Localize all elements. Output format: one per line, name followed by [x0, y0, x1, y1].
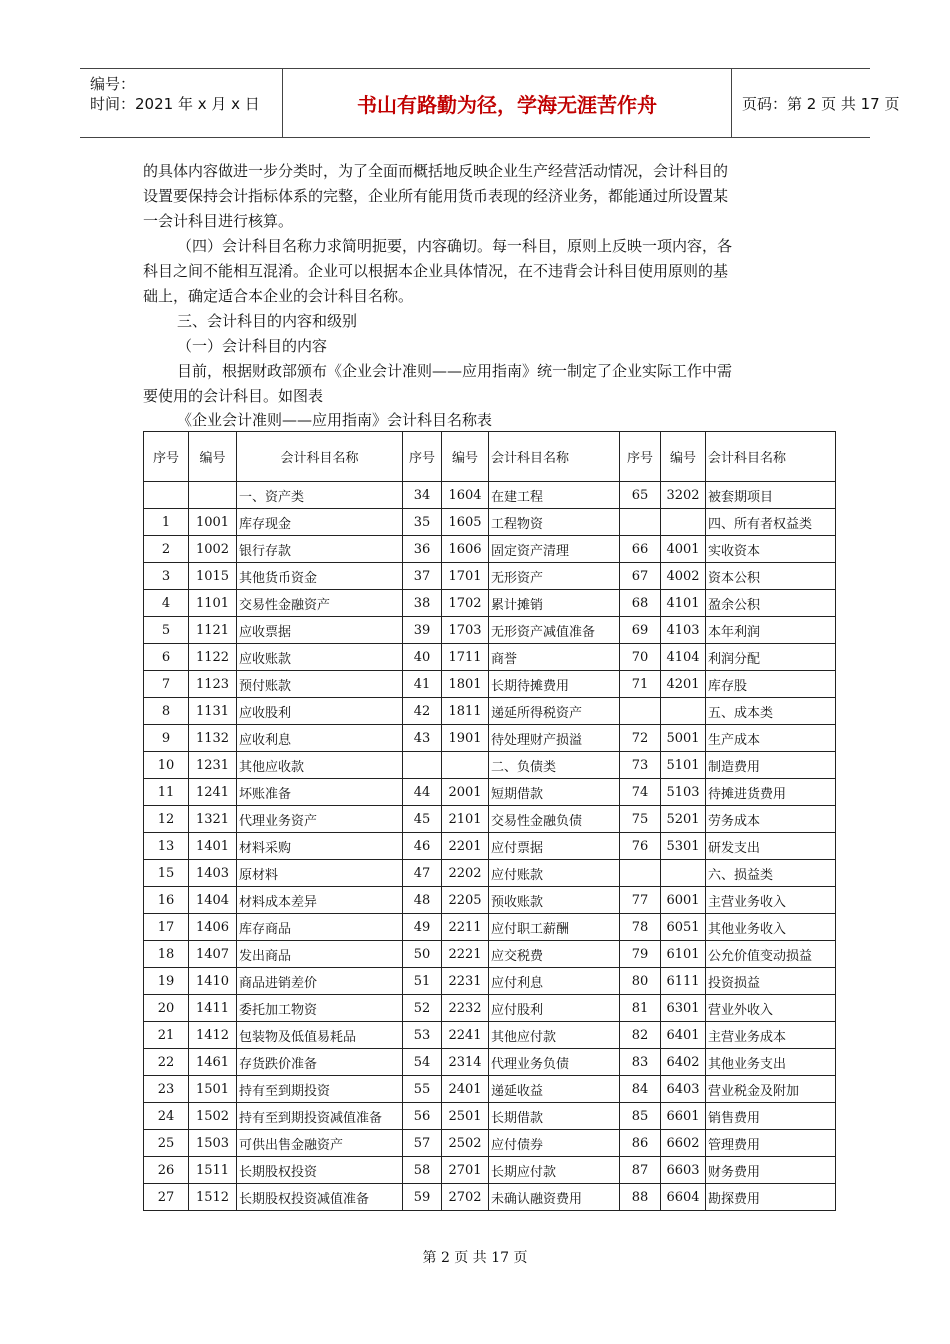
seq-cell: 67	[620, 563, 661, 590]
account-name-cell: 长期股权投资	[237, 1157, 403, 1184]
code-cell: 1122	[189, 644, 237, 671]
account-name-cell: 在建工程	[489, 482, 620, 509]
seq-cell: 10	[144, 752, 189, 779]
account-name-cell: 代理业务资产	[237, 806, 403, 833]
seq-cell: 15	[144, 860, 189, 887]
seq-cell	[620, 860, 661, 887]
code-cell: 1412	[189, 1022, 237, 1049]
code-cell: 1801	[442, 671, 489, 698]
account-name-cell: 五、成本类	[706, 698, 836, 725]
code-cell: 6603	[661, 1157, 706, 1184]
page-footer: 第 2 页 共 17 页	[422, 1250, 528, 1266]
code-cell: 5103	[661, 779, 706, 806]
seq-cell: 47	[403, 860, 442, 887]
code-cell: 6601	[661, 1103, 706, 1130]
col-header: 编号	[189, 432, 237, 482]
seq-cell: 86	[620, 1130, 661, 1157]
seq-cell: 84	[620, 1076, 661, 1103]
account-name-cell: 其他应收款	[237, 752, 403, 779]
code-cell: 5101	[661, 752, 706, 779]
seq-cell: 41	[403, 671, 442, 698]
code-cell: 1703	[442, 617, 489, 644]
seq-cell: 9	[144, 725, 189, 752]
code-cell: 1604	[442, 482, 489, 509]
seq-cell	[144, 482, 189, 509]
account-name-cell: 应交税费	[489, 941, 620, 968]
seq-cell: 54	[403, 1049, 442, 1076]
seq-cell: 2	[144, 536, 189, 563]
code-cell: 3202	[661, 482, 706, 509]
seq-cell	[403, 752, 442, 779]
code-cell: 2201	[442, 833, 489, 860]
seq-cell: 74	[620, 779, 661, 806]
table-row	[144, 482, 836, 509]
code-cell: 1702	[442, 590, 489, 617]
table-row	[144, 617, 836, 644]
table-row	[144, 860, 836, 887]
seq-cell: 3	[144, 563, 189, 590]
seq-cell: 40	[403, 644, 442, 671]
code-cell	[661, 860, 706, 887]
account-name-cell: 其他业务收入	[706, 914, 836, 941]
code-cell: 6403	[661, 1076, 706, 1103]
code-cell: 1411	[189, 995, 237, 1022]
account-name-cell: 长期应付款	[489, 1157, 620, 1184]
seq-cell: 42	[403, 698, 442, 725]
header-page-info: 页码：第 2 页 共 17 页	[742, 94, 900, 113]
table-row	[144, 833, 836, 860]
seq-cell	[620, 509, 661, 536]
table-row	[144, 1103, 836, 1130]
seq-cell: 73	[620, 752, 661, 779]
account-name-cell: 应付利息	[489, 968, 620, 995]
body-line: （四）会计科目名称力求简明扼要，内容确切。每一科目，原则上反映一项内容，各	[177, 237, 733, 255]
account-name-cell: 工程物资	[489, 509, 620, 536]
seq-cell: 56	[403, 1103, 442, 1130]
body-line: 设置要保持会计指标体系的完整，企业所有能用货币表现的经济业务，都能通过所设置某	[143, 187, 729, 205]
seq-cell: 71	[620, 671, 661, 698]
code-cell: 2231	[442, 968, 489, 995]
account-name-cell: 主营业务收入	[706, 887, 836, 914]
code-cell: 6001	[661, 887, 706, 914]
time-label: 时间：2021 年 x 月 x 日	[90, 95, 260, 113]
seq-cell: 75	[620, 806, 661, 833]
code-cell: 4103	[661, 617, 706, 644]
code-cell: 1503	[189, 1130, 237, 1157]
code-cell: 1121	[189, 617, 237, 644]
code-cell	[661, 698, 706, 725]
code-cell: 1701	[442, 563, 489, 590]
seq-cell: 50	[403, 941, 442, 968]
account-name-cell: 无形资产减值准备	[489, 617, 620, 644]
account-name-cell: 利润分配	[706, 644, 836, 671]
code-cell: 1401	[189, 833, 237, 860]
account-name-cell: 累计摊销	[489, 590, 620, 617]
seq-cell: 11	[144, 779, 189, 806]
account-name-cell: 短期借款	[489, 779, 620, 806]
seq-cell: 69	[620, 617, 661, 644]
seq-cell: 87	[620, 1157, 661, 1184]
account-name-cell: 长期借款	[489, 1103, 620, 1130]
account-name-cell: 四、所有者权益类	[706, 509, 836, 536]
table-row	[144, 1130, 836, 1157]
table-row	[144, 1184, 836, 1211]
account-name-cell: 固定资产清理	[489, 536, 620, 563]
account-name-cell: 营业外收入	[706, 995, 836, 1022]
code-cell: 1502	[189, 1103, 237, 1130]
account-name-cell: 材料采购	[237, 833, 403, 860]
code-cell: 2221	[442, 941, 489, 968]
seq-cell: 45	[403, 806, 442, 833]
account-name-cell: 代理业务负债	[489, 1049, 620, 1076]
account-name-cell: 预收账款	[489, 887, 620, 914]
account-name-cell: 持有至到期投资	[237, 1076, 403, 1103]
seq-cell: 48	[403, 887, 442, 914]
account-name-cell: 应收利息	[237, 725, 403, 752]
table-row	[144, 671, 836, 698]
account-name-cell: 应付债券	[489, 1130, 620, 1157]
seq-cell: 4	[144, 590, 189, 617]
account-name-cell: 交易性金融负债	[489, 806, 620, 833]
account-name-cell: 待处理财产损溢	[489, 725, 620, 752]
code-cell	[189, 482, 237, 509]
table-row	[144, 941, 836, 968]
seq-cell: 85	[620, 1103, 661, 1130]
code-cell: 2501	[442, 1103, 489, 1130]
code-cell: 4002	[661, 563, 706, 590]
body-line: 目前，根据财政部颁布《企业会计准则——应用指南》统一制定了企业实际工作中需	[177, 362, 733, 380]
table-row	[144, 1049, 836, 1076]
header-meta	[80, 69, 283, 137]
seq-cell	[620, 698, 661, 725]
seq-cell: 66	[620, 536, 661, 563]
code-cell: 2211	[442, 914, 489, 941]
seq-cell: 17	[144, 914, 189, 941]
code-cell: 1321	[189, 806, 237, 833]
table-row	[144, 536, 836, 563]
code-cell: 2701	[442, 1157, 489, 1184]
seq-cell: 21	[144, 1022, 189, 1049]
col-header: 序号	[620, 432, 661, 482]
seq-cell: 59	[403, 1184, 442, 1211]
seq-cell: 36	[403, 536, 442, 563]
table-row	[144, 725, 836, 752]
account-name-cell: 未确认融资费用	[489, 1184, 620, 1211]
code-cell: 1406	[189, 914, 237, 941]
code-cell: 4104	[661, 644, 706, 671]
col-header: 会计科目名称	[706, 432, 836, 482]
code-cell: 1711	[442, 644, 489, 671]
page-header	[80, 68, 900, 138]
seq-cell: 35	[403, 509, 442, 536]
body-line: 科目之间不能相互混淆。企业可以根据本企业具体情况，在不违背会计科目使用原则的基	[143, 262, 729, 280]
table-row	[144, 1157, 836, 1184]
account-name-cell: 可供出售金融资产	[237, 1130, 403, 1157]
account-name-cell: 无形资产	[489, 563, 620, 590]
code-cell	[661, 509, 706, 536]
seq-cell: 55	[403, 1076, 442, 1103]
account-name-cell: 本年利润	[706, 617, 836, 644]
table-row	[144, 914, 836, 941]
seq-cell: 49	[403, 914, 442, 941]
seq-cell: 88	[620, 1184, 661, 1211]
code-cell: 2001	[442, 779, 489, 806]
code-cell: 5301	[661, 833, 706, 860]
account-name-cell: 投资损益	[706, 968, 836, 995]
col-header: 会计科目名称	[489, 432, 620, 482]
account-name-cell: 六、损益类	[706, 860, 836, 887]
code-cell: 6401	[661, 1022, 706, 1049]
code-cell: 2241	[442, 1022, 489, 1049]
seq-cell: 37	[403, 563, 442, 590]
account-name-cell: 长期待摊费用	[489, 671, 620, 698]
account-name-cell: 存货跌价准备	[237, 1049, 403, 1076]
seq-cell: 83	[620, 1049, 661, 1076]
code-cell: 1231	[189, 752, 237, 779]
account-name-cell: 材料成本差异	[237, 887, 403, 914]
seq-cell: 51	[403, 968, 442, 995]
seq-cell: 58	[403, 1157, 442, 1184]
account-name-cell: 劳务成本	[706, 806, 836, 833]
table-row	[144, 509, 836, 536]
body-line: 一会计科目进行核算。	[143, 212, 294, 230]
account-name-cell: 递延所得税资产	[489, 698, 620, 725]
seq-cell: 20	[144, 995, 189, 1022]
table-row	[144, 563, 836, 590]
account-name-cell: 应付股利	[489, 995, 620, 1022]
table-row	[144, 752, 836, 779]
code-cell: 6604	[661, 1184, 706, 1211]
table-row	[144, 590, 836, 617]
code-cell: 1512	[189, 1184, 237, 1211]
seq-cell: 18	[144, 941, 189, 968]
table-row	[144, 968, 836, 995]
seq-cell: 70	[620, 644, 661, 671]
account-name-cell: 销售费用	[706, 1103, 836, 1130]
seq-cell: 8	[144, 698, 189, 725]
seq-cell: 5	[144, 617, 189, 644]
code-cell: 1101	[189, 590, 237, 617]
account-name-cell: 其他应付款	[489, 1022, 620, 1049]
table-header-row	[144, 432, 836, 482]
account-name-cell: 交易性金融资产	[237, 590, 403, 617]
account-name-cell: 预付账款	[237, 671, 403, 698]
seq-cell: 27	[144, 1184, 189, 1211]
seq-cell: 57	[403, 1130, 442, 1157]
account-name-cell: 其他业务支出	[706, 1049, 836, 1076]
seq-cell: 22	[144, 1049, 189, 1076]
account-name-cell: 其他货币资金	[237, 563, 403, 590]
header-motto: 书山有路勤为径，学海无涯苦作舟	[283, 69, 732, 137]
code-cell: 6111	[661, 968, 706, 995]
code-cell: 6101	[661, 941, 706, 968]
code-cell: 1605	[442, 509, 489, 536]
code-cell: 6051	[661, 914, 706, 941]
seq-cell: 34	[403, 482, 442, 509]
account-name-cell: 包装物及低值易耗品	[237, 1022, 403, 1049]
account-name-cell: 委托加工物资	[237, 995, 403, 1022]
code-cell: 1407	[189, 941, 237, 968]
seq-cell: 65	[620, 482, 661, 509]
account-name-cell: 制造费用	[706, 752, 836, 779]
code-cell: 1901	[442, 725, 489, 752]
seq-cell: 7	[144, 671, 189, 698]
code-cell: 1461	[189, 1049, 237, 1076]
seq-cell: 46	[403, 833, 442, 860]
account-name-cell: 一、资产类	[237, 482, 403, 509]
col-header: 序号	[144, 432, 189, 482]
account-name-cell: 库存商品	[237, 914, 403, 941]
code-cell: 2101	[442, 806, 489, 833]
seq-cell: 25	[144, 1130, 189, 1157]
account-name-cell: 管理费用	[706, 1130, 836, 1157]
code-cell: 2202	[442, 860, 489, 887]
table-row	[144, 1076, 836, 1103]
code-cell: 1001	[189, 509, 237, 536]
code-cell: 4201	[661, 671, 706, 698]
seq-cell: 82	[620, 1022, 661, 1049]
account-name-cell: 应付职工薪酬	[489, 914, 620, 941]
code-cell	[442, 752, 489, 779]
seq-cell: 1	[144, 509, 189, 536]
code-cell: 4001	[661, 536, 706, 563]
account-name-cell: 递延收益	[489, 1076, 620, 1103]
code-cell: 1132	[189, 725, 237, 752]
account-name-cell: 持有至到期投资减值准备	[237, 1103, 403, 1130]
body-line: 的具体内容做进一步分类时，为了全面而概括地反映企业生产经营活动情况，会计科目的	[143, 162, 729, 180]
seq-cell: 16	[144, 887, 189, 914]
seq-cell: 23	[144, 1076, 189, 1103]
table-row	[144, 887, 836, 914]
body-line: 础上，确定适合本企业的会计科目名称。	[143, 287, 414, 305]
table-row	[144, 779, 836, 806]
seq-cell: 81	[620, 995, 661, 1022]
account-name-cell: 商誉	[489, 644, 620, 671]
account-name-cell: 实收资本	[706, 536, 836, 563]
account-name-cell: 银行存款	[237, 536, 403, 563]
code-cell: 5001	[661, 725, 706, 752]
code-cell: 6402	[661, 1049, 706, 1076]
seq-cell: 43	[403, 725, 442, 752]
seq-cell: 38	[403, 590, 442, 617]
table-row	[144, 644, 836, 671]
code-cell: 1123	[189, 671, 237, 698]
code-cell: 1606	[442, 536, 489, 563]
table-row	[144, 698, 836, 725]
account-name-cell: 库存股	[706, 671, 836, 698]
code-cell: 1015	[189, 563, 237, 590]
section-heading: 三、会计科目的内容和级别	[177, 312, 358, 330]
code-cell: 1501	[189, 1076, 237, 1103]
seq-cell: 78	[620, 914, 661, 941]
code-cell: 6301	[661, 995, 706, 1022]
subsection-heading: （一）会计科目的内容	[177, 337, 328, 355]
table-row	[144, 806, 836, 833]
seq-cell: 6	[144, 644, 189, 671]
seq-cell: 39	[403, 617, 442, 644]
seq-cell: 12	[144, 806, 189, 833]
code-cell: 1410	[189, 968, 237, 995]
seq-cell: 77	[620, 887, 661, 914]
account-name-cell: 应收票据	[237, 617, 403, 644]
code-cell: 1811	[442, 698, 489, 725]
account-name-cell: 财务费用	[706, 1157, 836, 1184]
account-name-cell: 资本公积	[706, 563, 836, 590]
code-cell: 6602	[661, 1130, 706, 1157]
account-name-cell: 长期股权投资减值准备	[237, 1184, 403, 1211]
seq-cell: 52	[403, 995, 442, 1022]
col-header: 编号	[442, 432, 489, 482]
code-cell: 1404	[189, 887, 237, 914]
seq-cell: 44	[403, 779, 442, 806]
col-header: 编号	[661, 432, 706, 482]
table-row	[144, 1022, 836, 1049]
account-name-cell: 公允价值变动损益	[706, 941, 836, 968]
account-name-cell: 应收股利	[237, 698, 403, 725]
account-name-cell: 原材料	[237, 860, 403, 887]
code-cell: 5201	[661, 806, 706, 833]
col-header: 序号	[403, 432, 442, 482]
code-cell: 4101	[661, 590, 706, 617]
account-table	[143, 431, 836, 1211]
seq-cell: 68	[620, 590, 661, 617]
seq-cell: 80	[620, 968, 661, 995]
code-cell: 2702	[442, 1184, 489, 1211]
table-row	[144, 995, 836, 1022]
account-name-cell: 研发支出	[706, 833, 836, 860]
account-name-cell: 待摊进货费用	[706, 779, 836, 806]
seq-cell: 19	[144, 968, 189, 995]
code-label: 编号：	[90, 75, 136, 93]
col-header: 会计科目名称	[237, 432, 403, 482]
account-name-cell: 被套期项目	[706, 482, 836, 509]
seq-cell: 13	[144, 833, 189, 860]
seq-cell: 24	[144, 1103, 189, 1130]
code-cell: 2502	[442, 1130, 489, 1157]
seq-cell: 53	[403, 1022, 442, 1049]
code-cell: 2314	[442, 1049, 489, 1076]
account-name-cell: 二、负债类	[489, 752, 620, 779]
body-line: 要使用的会计科目。如图表	[143, 387, 324, 405]
account-name-cell: 应付票据	[489, 833, 620, 860]
account-name-cell: 营业税金及附加	[706, 1076, 836, 1103]
account-name-cell: 盈余公积	[706, 590, 836, 617]
code-cell: 2232	[442, 995, 489, 1022]
table-caption: 《企业会计准则——应用指南》会计科目名称表	[177, 411, 493, 429]
account-name-cell: 商品进销差价	[237, 968, 403, 995]
code-cell: 1511	[189, 1157, 237, 1184]
account-name-cell: 应收账款	[237, 644, 403, 671]
account-name-cell: 应付账款	[489, 860, 620, 887]
seq-cell: 26	[144, 1157, 189, 1184]
account-name-cell: 坏账准备	[237, 779, 403, 806]
code-cell: 1131	[189, 698, 237, 725]
code-cell: 1002	[189, 536, 237, 563]
code-cell: 1403	[189, 860, 237, 887]
seq-cell: 72	[620, 725, 661, 752]
code-cell: 2205	[442, 887, 489, 914]
code-cell: 2401	[442, 1076, 489, 1103]
account-name-cell: 库存现金	[237, 509, 403, 536]
seq-cell: 76	[620, 833, 661, 860]
seq-cell: 79	[620, 941, 661, 968]
account-name-cell: 发出商品	[237, 941, 403, 968]
account-name-cell: 主营业务成本	[706, 1022, 836, 1049]
account-name-cell: 勘探费用	[706, 1184, 836, 1211]
code-cell: 1241	[189, 779, 237, 806]
account-name-cell: 生产成本	[706, 725, 836, 752]
